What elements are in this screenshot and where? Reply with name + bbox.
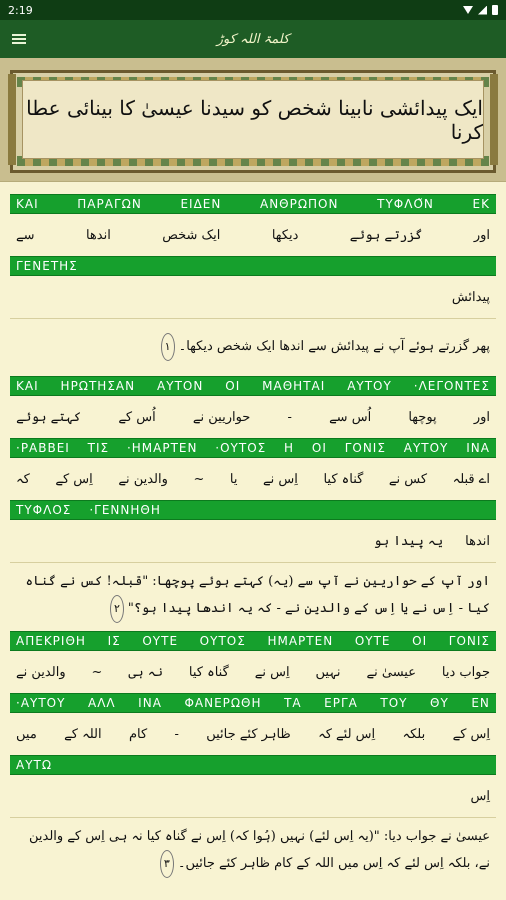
- verse-block: [10, 693, 496, 755]
- greek-word[interactable]: Η: [284, 441, 295, 455]
- urdu-word[interactable]: پوچھا: [408, 409, 437, 425]
- urdu-word[interactable]: یہ پیدا ہو: [373, 533, 444, 549]
- greek-word[interactable]: ΟΥΤΕ: [354, 634, 391, 648]
- urdu-word[interactable]: ایک شخص: [162, 227, 221, 243]
- greek-word[interactable]: ΕΡΓΑ: [324, 696, 358, 710]
- greek-word[interactable]: ·ΛΕΓΟΝΤΕΣ: [413, 379, 490, 393]
- greek-word[interactable]: ΓΕΝΕΤΗΣ: [16, 259, 78, 273]
- greek-word[interactable]: ΟΙ: [412, 634, 428, 648]
- urdu-word[interactable]: نہ ہی: [128, 664, 163, 680]
- wifi-icon: [463, 6, 473, 14]
- urdu-words-row: [10, 775, 496, 817]
- urdu-word[interactable]: اِس نے: [263, 471, 298, 487]
- urdu-word[interactable]: پیدائش: [451, 289, 490, 305]
- verse-number: ۱: [161, 333, 175, 361]
- greek-word[interactable]: ΤΙΣ: [87, 441, 110, 455]
- urdu-word[interactable]: اِس کے: [55, 471, 93, 487]
- urdu-word[interactable]: اللہ کے: [64, 726, 102, 742]
- greek-word[interactable]: ·ΡΑΒΒΕΙ: [16, 441, 70, 455]
- greek-words-row: [10, 755, 496, 775]
- greek-words-row: [10, 256, 496, 276]
- app-bar: [0, 20, 506, 58]
- verse-block: [10, 194, 496, 256]
- greek-word[interactable]: ΓΟΝΙΣ: [344, 441, 386, 455]
- greek-word[interactable]: ΚΑΙ: [16, 379, 39, 393]
- translation-text: پھر گزرتے ہوئے آپ نے پیدائش سے اندھا ایک شخص دیکھا۔: [178, 338, 490, 354]
- urdu-word[interactable]: -: [287, 409, 292, 425]
- greek-word[interactable]: ΑΥΤΟΥ: [403, 441, 449, 455]
- urdu-word[interactable]: دیکھا: [271, 227, 299, 243]
- urdu-word[interactable]: ~: [193, 471, 205, 487]
- verse-translation: [10, 817, 496, 886]
- greek-word[interactable]: ·ΓΕΝΝΗΘΗ: [89, 503, 161, 517]
- greek-word[interactable]: ΑΛΛ: [88, 696, 116, 710]
- urdu-word[interactable]: اِس کے: [452, 726, 490, 742]
- greek-word[interactable]: ΠΑΡΑΓΩΝ: [77, 197, 142, 211]
- status-time: 2:19: [8, 3, 33, 17]
- verse-number: ۲: [110, 595, 124, 623]
- urdu-word[interactable]: والدین نے: [118, 471, 168, 487]
- greek-word[interactable]: ΜΑΘΗΤΑΙ: [262, 379, 326, 393]
- translation-text: عیسیٰ نے جواب دیا: "(یہ اِس لئے) نہیں (ہُوا کہ) اِس نے گناہ کیا نہ ہی اِس کے والدین نے، بلکہ اِس لئے کہ اِس میں اللہ کے کام ظاہر کئے جائیں۔: [28, 829, 490, 871]
- urdu-words-row: [10, 396, 496, 438]
- urdu-word[interactable]: ظاہر کئے جائیں: [206, 726, 291, 742]
- urdu-words-row: [10, 713, 496, 755]
- greek-word[interactable]: ΤΥΦΛΟΣ: [16, 503, 72, 517]
- app-title: کلمۃ اللہ کوڑ: [216, 31, 290, 47]
- greek-word[interactable]: ΟΙ: [225, 379, 241, 393]
- urdu-word[interactable]: یا: [229, 471, 238, 487]
- urdu-word[interactable]: اور: [473, 227, 490, 243]
- verse-block: [10, 755, 496, 886]
- greek-word[interactable]: ΤΟΥ: [380, 696, 408, 710]
- greek-word[interactable]: ΗΡΩΤΗΣΑΝ: [60, 379, 136, 393]
- verse-translation: [10, 562, 496, 631]
- greek-words-row: [10, 693, 496, 713]
- greek-words-row: [10, 631, 496, 651]
- greek-word[interactable]: ΚΑΙ: [16, 197, 39, 211]
- urdu-word[interactable]: سے: [16, 227, 35, 243]
- signal-icon: [478, 6, 487, 15]
- greek-words-row: [10, 194, 496, 214]
- banner-pillar-left: [8, 74, 16, 165]
- greek-word[interactable]: ΟΙ: [311, 441, 327, 455]
- urdu-word[interactable]: -: [174, 726, 179, 742]
- greek-word[interactable]: ΑΥΤΩ: [16, 758, 53, 772]
- urdu-word[interactable]: اندھا: [85, 227, 111, 243]
- verse-block: [10, 500, 496, 631]
- urdu-word[interactable]: اِس نے: [254, 664, 290, 680]
- banner-pillar-right: [490, 74, 498, 165]
- urdu-word[interactable]: جواب دیا: [441, 664, 490, 680]
- translation-text: اور آپ کے حواریین نے آپ سے (یہ) کہتے ہوئے پوچھا: "قبلہ! کس نے گناہ کیا - اِس نے یا اِس کے والدین نے - کہ یہ اندھا پیدا ہو؟": [25, 574, 490, 616]
- battery-icon: [492, 5, 498, 15]
- greek-word[interactable]: ·ΟΥΤΟΣ: [215, 441, 267, 455]
- verse-block: [10, 376, 496, 438]
- urdu-word[interactable]: ~: [91, 664, 103, 680]
- greek-word[interactable]: ΑΝΘΡΩΠΟΝ: [260, 197, 339, 211]
- urdu-word[interactable]: بلکہ: [402, 726, 426, 742]
- greek-word[interactable]: ΤΥΦΛΟ͂Ν: [377, 197, 434, 211]
- greek-word[interactable]: ·ΑΥΤΟΥ: [16, 696, 66, 710]
- urdu-word[interactable]: کہ: [16, 471, 30, 487]
- urdu-word[interactable]: کہتے ہوئے: [16, 409, 82, 425]
- urdu-word[interactable]: کام: [128, 726, 148, 742]
- status-bar: [0, 0, 506, 20]
- chapter-title: ایک پیدائشی نابینا شخص کو سیدنا عیسیٰ کا بینائی عطا کرنا: [22, 80, 484, 159]
- greek-word[interactable]: ΘΥ: [430, 696, 449, 710]
- urdu-words-row: [10, 651, 496, 693]
- greek-word[interactable]: ΟΥΤΕ: [142, 634, 179, 648]
- urdu-word[interactable]: کس نے: [388, 471, 428, 487]
- greek-word[interactable]: ΕΚ: [472, 197, 490, 211]
- greek-word[interactable]: ΗΜΑΡΤΕΝ: [267, 634, 334, 648]
- urdu-word[interactable]: اندھا: [465, 533, 490, 549]
- urdu-word[interactable]: اُس سے: [329, 409, 372, 425]
- greek-word[interactable]: ΓΟΝΙΣ: [448, 634, 490, 648]
- urdu-word[interactable]: والدین نے: [16, 664, 66, 680]
- verse-number: ۳: [160, 850, 174, 878]
- urdu-words-row: [10, 458, 496, 500]
- greek-word[interactable]: ΤΑ: [284, 696, 302, 710]
- urdu-word[interactable]: گناہ کیا: [188, 664, 229, 680]
- urdu-word[interactable]: گزرتے ہوئے: [349, 227, 423, 243]
- chapter-banner: [0, 58, 506, 182]
- greek-word[interactable]: ΑΠΕΚΡΙΘΗ: [16, 634, 86, 648]
- urdu-word[interactable]: اِس: [470, 788, 490, 804]
- verse-block: [10, 256, 496, 376]
- urdu-words-row: [10, 276, 496, 318]
- verse-block: [10, 631, 496, 693]
- verse-block: [10, 438, 496, 500]
- verse-translation: [10, 318, 496, 376]
- greek-word[interactable]: ΕΝ: [471, 696, 490, 710]
- urdu-word[interactable]: حواریین نے: [192, 409, 251, 425]
- urdu-word[interactable]: اے قبلہ: [452, 471, 490, 487]
- urdu-word[interactable]: اُس کے: [118, 409, 156, 425]
- greek-word[interactable]: ΑΥΤΟΥ: [347, 379, 392, 393]
- greek-word[interactable]: ΙΣ: [107, 634, 121, 648]
- greek-word[interactable]: ·ΗΜΑΡΤΕΝ: [126, 441, 198, 455]
- greek-word[interactable]: ΕΙΔΕΝ: [180, 197, 222, 211]
- greek-word[interactable]: ΦΑΝΕΡΩΘΗ: [184, 696, 262, 710]
- urdu-word[interactable]: اور: [473, 409, 490, 425]
- greek-words-row: [10, 438, 496, 458]
- status-icons: [463, 5, 498, 15]
- greek-word[interactable]: ΑΥΤΟΝ: [157, 379, 204, 393]
- greek-word[interactable]: ΟΥΤΟΣ: [199, 634, 246, 648]
- greek-words-row: [10, 500, 496, 520]
- urdu-words-row: [10, 214, 496, 256]
- urdu-words-row: [10, 520, 496, 562]
- menu-icon[interactable]: [12, 34, 26, 44]
- urdu-word[interactable]: میں: [16, 726, 37, 742]
- greek-word[interactable]: ΙΝΑ: [466, 441, 490, 455]
- urdu-word[interactable]: نہیں: [315, 664, 341, 680]
- urdu-word[interactable]: اِس لئے کہ: [318, 726, 376, 742]
- urdu-word[interactable]: گناہ کیا: [323, 471, 364, 487]
- greek-word[interactable]: ΙΝΑ: [138, 696, 162, 710]
- greek-words-row: [10, 376, 496, 396]
- reading-pane[interactable]: [0, 182, 506, 900]
- urdu-word[interactable]: عیسیٰ نے: [366, 664, 416, 680]
